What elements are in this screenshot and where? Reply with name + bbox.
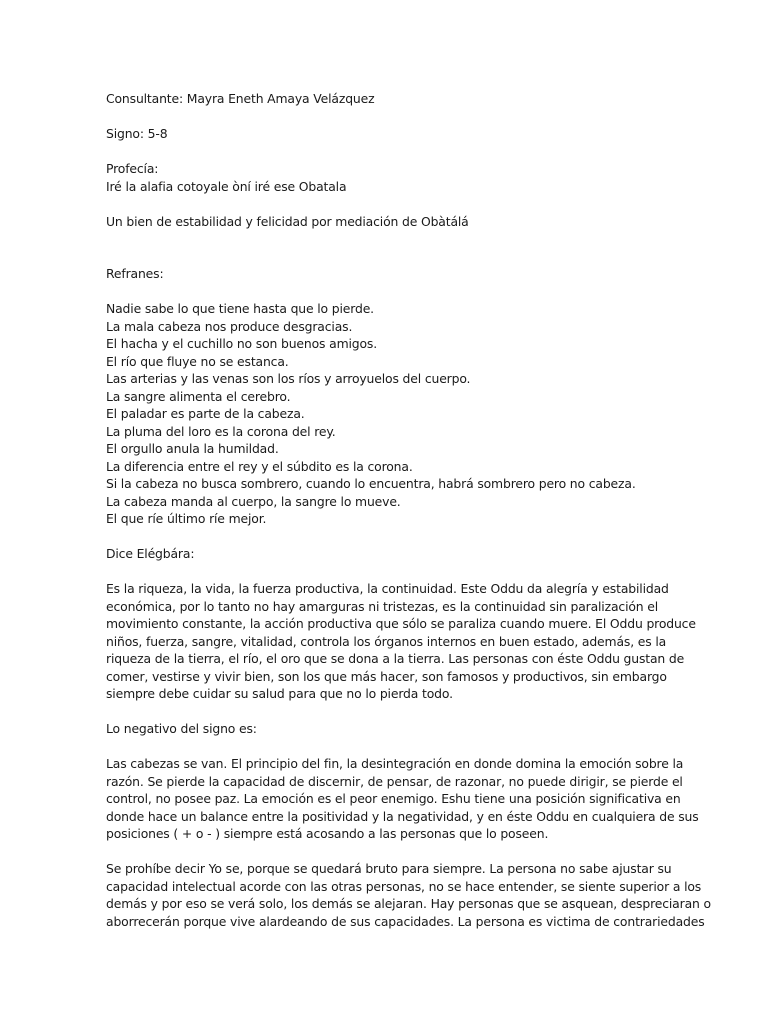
document-page bbox=[106, 90, 711, 948]
paragraph-line: aborrecerán porque vive alardeando de sus capacidades. La persona es victima de contrariedades bbox=[106, 913, 705, 929]
negativo-heading: Lo negativo del signo es: bbox=[106, 721, 257, 736]
refran-line: Las arterias y las venas son los ríos y arroyuelos del cuerpo. bbox=[106, 371, 471, 386]
paragraph-line: demás y por eso se verá solo, los demás se alejaran. Hay personas que se asquean, despreciaran o bbox=[106, 896, 711, 911]
profecia-heading: Profecía: bbox=[106, 161, 159, 176]
signo-line: Signo: 5-8 bbox=[106, 126, 168, 141]
paragraph-line: riqueza de la tierra, el río, el oro que se dona a la tierra. Las personas con éste Oddu gustan de bbox=[106, 651, 685, 666]
bien-line: Un bien de estabilidad y felicidad por mediación de Obàtálá bbox=[106, 213, 469, 229]
dice-paragraph bbox=[106, 580, 696, 703]
prohibe-paragraph bbox=[106, 860, 711, 930]
paragraph-line: capacidad intelectual acorde con las otras personas, no se hace entender, se siente superior a los bbox=[106, 878, 702, 894]
refran-line: La cabeza manda al cuerpo, la sangre lo mueve. bbox=[106, 493, 401, 509]
paragraph-line: económica, por lo tanto no hay amarguras ni tristezas, es la continuidad sin paralización el bbox=[106, 598, 659, 614]
paragraph-line: Es la riqueza, la vida, la fuerza productiva, la continuidad. Este Oddu da alegría y estabilidad bbox=[106, 581, 669, 596]
paragraph-line: Las cabezas se van. El principio del fin, la desintegración en donde domina la emoción sobre la bbox=[106, 756, 684, 771]
paragraph-line: donde hace un balance entre la positividad y la negatividad, y en éste Oddu en cualquiera de sus bbox=[106, 808, 699, 824]
refran-line: Nadie sabe lo que tiene hasta que lo pierde. bbox=[106, 301, 374, 316]
profecia-text: Iré la alafia cotoyale òní iré ese Obatala bbox=[106, 178, 347, 194]
refran-line: El orgullo anula la humildad. bbox=[106, 441, 279, 456]
refran-line: La mala cabeza nos produce desgracias. bbox=[106, 318, 353, 334]
paragraph-line: control, no posee paz. La emoción es el peor enemigo. Eshu tiene una posición significativa en bbox=[106, 791, 681, 806]
consultante-line: Consultante: Mayra Eneth Amaya Velázquez bbox=[106, 91, 375, 106]
paragraph-line: Se prohíbe decir Yo se, porque se quedará bruto para siempre. La persona no sabe ajustar su bbox=[106, 861, 672, 876]
dice-heading: Dice Elégbára: bbox=[106, 546, 195, 561]
paragraph-line: siempre debe cuidar su salud para que no lo pierda todo. bbox=[106, 686, 453, 701]
refran-line: La diferencia entre el rey y el súbdito es la corona. bbox=[106, 458, 413, 474]
paragraph-line: posiciones ( + o - ) siempre está acosando a las personas que lo poseen. bbox=[106, 826, 549, 841]
negativo-paragraph bbox=[106, 755, 699, 843]
paragraph-line: razón. Se pierde la capacidad de discernir, de pensar, de razonar, no puede dirigir, se pierde el bbox=[106, 773, 683, 789]
profecia-section bbox=[106, 160, 666, 195]
paragraph-line: niños, fuerza, sangre, vitalidad, controla los órganos internos en buen estado, además, es la bbox=[106, 633, 667, 649]
refran-line: El que ríe último ríe mejor. bbox=[106, 511, 267, 526]
refran-line: Si la cabeza no busca sombrero, cuando lo encuentra, habrá sombrero pero no cabeza. bbox=[106, 476, 636, 491]
refran-line: El paladar es parte de la cabeza. bbox=[106, 406, 305, 421]
paragraph-line: movimiento constante, la acción productiva que sólo se paraliza cuando muere. El Oddu produce bbox=[106, 616, 696, 631]
refranes-heading: Refranes: bbox=[106, 266, 164, 281]
refran-line: El hacha y el cuchillo no son buenos amigos. bbox=[106, 336, 378, 351]
refran-line: La pluma del loro es la corona del rey. bbox=[106, 423, 336, 439]
paragraph-line: comer, vestirse y vivir bien, son los que más hacer, son famosos y productivos, sin embargo bbox=[106, 668, 667, 684]
refranes-list bbox=[106, 300, 666, 528]
refran-line: La sangre alimenta el cerebro. bbox=[106, 388, 291, 404]
refran-line: El río que fluye no se estanca. bbox=[106, 353, 289, 369]
